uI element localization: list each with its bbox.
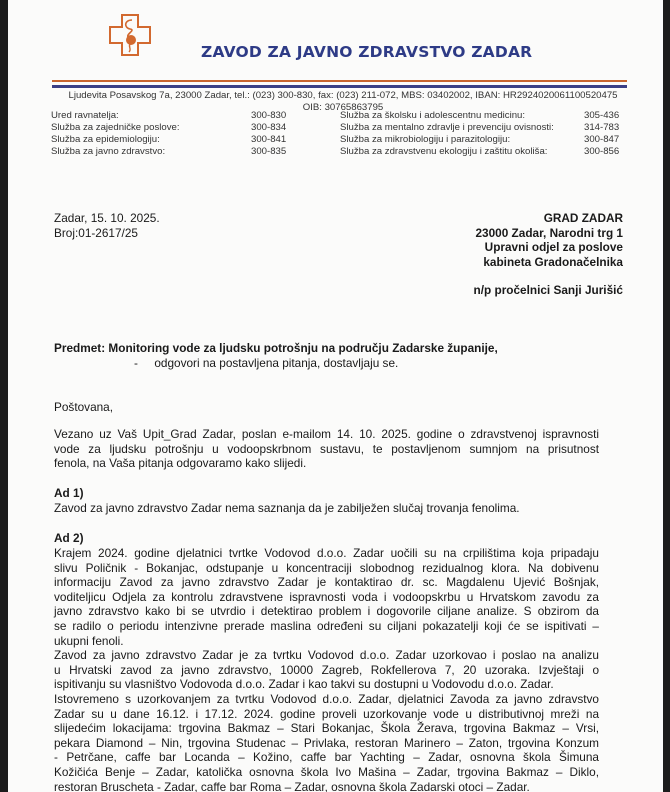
subject-subtitle: odgovori na postavljena pitanja, dostavljaju se.: [154, 355, 399, 370]
letter-page: [8, 0, 663, 792]
reference-number: Broj:01-2617/25: [54, 225, 138, 240]
recipient-department: Upravni odjel za poslove: [484, 240, 623, 255]
ad1-text: Zavod za javno zdravstvo Zadar nema saznanja da je zabilježen slučaj trovanja fenolima.: [54, 501, 520, 515]
department-row: Ured ravnatelja: 300-830: [51, 110, 287, 121]
department-row: Služba za školsku i adolescentnu medicinu: 305-436: [340, 110, 620, 121]
department-list-left: [51, 110, 286, 158]
intro-paragraph: Vezano uz Vaš Upit_Grad Zadar, poslan e-mailom 14. 10. 2025. godine o zdravstvenoj ispravnosti vode za ljudsku potrošnju u vodoopskrbnom sustavu, te postavljenom sumnjom na prisutnost fenola, na Vaša pitanja odgovaramo kako slijedi.: [54, 427, 599, 471]
department-row: Služba za mentalno zdravlje i prevenciju ovisnosti: 314-783: [340, 122, 620, 133]
ad2-heading: Ad 2): [54, 531, 84, 545]
recipient-attention: n/p pročelnici Sanji Jurišić: [473, 283, 623, 298]
spacer: [428, 269, 623, 283]
department-row: Služba za epidemiologiju: 300-841: [51, 134, 287, 145]
address-line: Ljudevita Posavskog 7a, 23000 Zadar, tel.: (023) 300-830, fax: (023) 211-072, MBS: 03402002, IBAN: HR2924020061100520475: [68, 90, 618, 101]
date-block: [54, 211, 160, 240]
greeting: Poštovana,: [54, 400, 114, 414]
letter-date: Zadar, 15. 10. 2025.: [54, 211, 160, 225]
logo-icon: [108, 13, 152, 57]
recipient-address: 23000 Zadar, Narodni trg 1: [475, 225, 623, 240]
department-row: Služba za javno zdravstvo: 300-835: [51, 146, 287, 157]
department-list-right: [340, 110, 619, 158]
subject-label: Predmet:: [54, 341, 106, 355]
department-row: Služba za zajedničke poslove: 300-834: [51, 122, 287, 133]
oib-line: OIB: 30765863795: [302, 102, 384, 113]
recipient-name: GRAD ZADAR: [543, 211, 623, 225]
subject-block: [54, 341, 498, 370]
recipient-department-2: kabineta Gradonačelnika: [483, 254, 623, 269]
org-title: ZAVOD ZA JAVNO ZDRAVSTVO ZADAR: [201, 43, 533, 61]
department-row: Služba za zdravstvenu ekologiju i zaštitu okoliša: 300-856: [340, 146, 620, 157]
orange-divider: [52, 80, 627, 82]
ad2-paragraph: Krajem 2024. godine djelatnici tvrtke Vodovod d.o.o. Zadar uočili su na crpilištima koja pripadaju slivu Poličnik - Bokanjac, odstupanje u koncentraciji slobodnog rezidualnog klora. Na dobivenu informaciju Zavod za javno zdravstvo Zadar je kontaktirao dr. sc. Magdalenu Ujević Bošnjak, voditeljicu Odjela za kontrolu zdravstvene ispravnosti voda i vodoopskrbu u Hrvatskom zavodu za javno zdravstvo kako bi se utvrdio i detektirao problem i dogovorile ciljane analize. S obzirom da se radilo o periodu intenzivne prerade maslina određeni su ciljani pokazatelji koji će se ispitivati – ukupni fenoli. Zavod za javno zdravstvo Zadar je za tvrtku Vodovod d.o.o. Zadar uzorkovao i poslao na analizu u Hrvatski zavod za javno zdravstvo, 10000 Zagreb, Rokfellerova 7, 20 uzoraka. Izvještaji o ispitivanju su vlasništvo Vodovoda d.o.o. Zadar i kao takvi su dostupni u Vodovodu d.o.o. Zadar. Istovremeno s uzorkovanjem za tvrtku Vodovod d.o.o. Zadar, djelatnici Zavoda za javno zdravstvo Zadar su u dane 16.12. i 17.12. 2024. godine proveli uzorkovanje vode u distributivnoj mreži na slijedećim lokacijama: trgovina Bakmaz – Stari Bokanjac, Škola Žerava, trgovina Bakmaz – Vrsi, pekara Diamond – Nin, trgovina Studenac – Privlaka, restoran Marinero – Zaton, trgovina Konzum - Petrčane, caffe bar Locanda – Kožino, caffe bar Yachting – Zadar, osnovna škola Šimuna Kožičića Benje – Zadar, katolička osnovna škola Ivo Mašina – Zadar, trgovina Bakmaz – Diklo, restoran Bruscheta - Zadar, caffe bar Roma – Zadar, osnovna škola Zadarski otoci – Zadar.: [54, 546, 599, 792]
subject-bullet: -: [134, 355, 138, 370]
blue-divider: [52, 85, 627, 88]
subject-title: Monitoring vode za ljudsku potrošnju na području Zadarske županije,: [108, 341, 498, 355]
recipient-block: [428, 211, 623, 298]
department-row: Služba za mikrobiologiju i parazitologiju: 300-847: [340, 134, 620, 145]
ad1-heading: Ad 1): [54, 486, 84, 500]
